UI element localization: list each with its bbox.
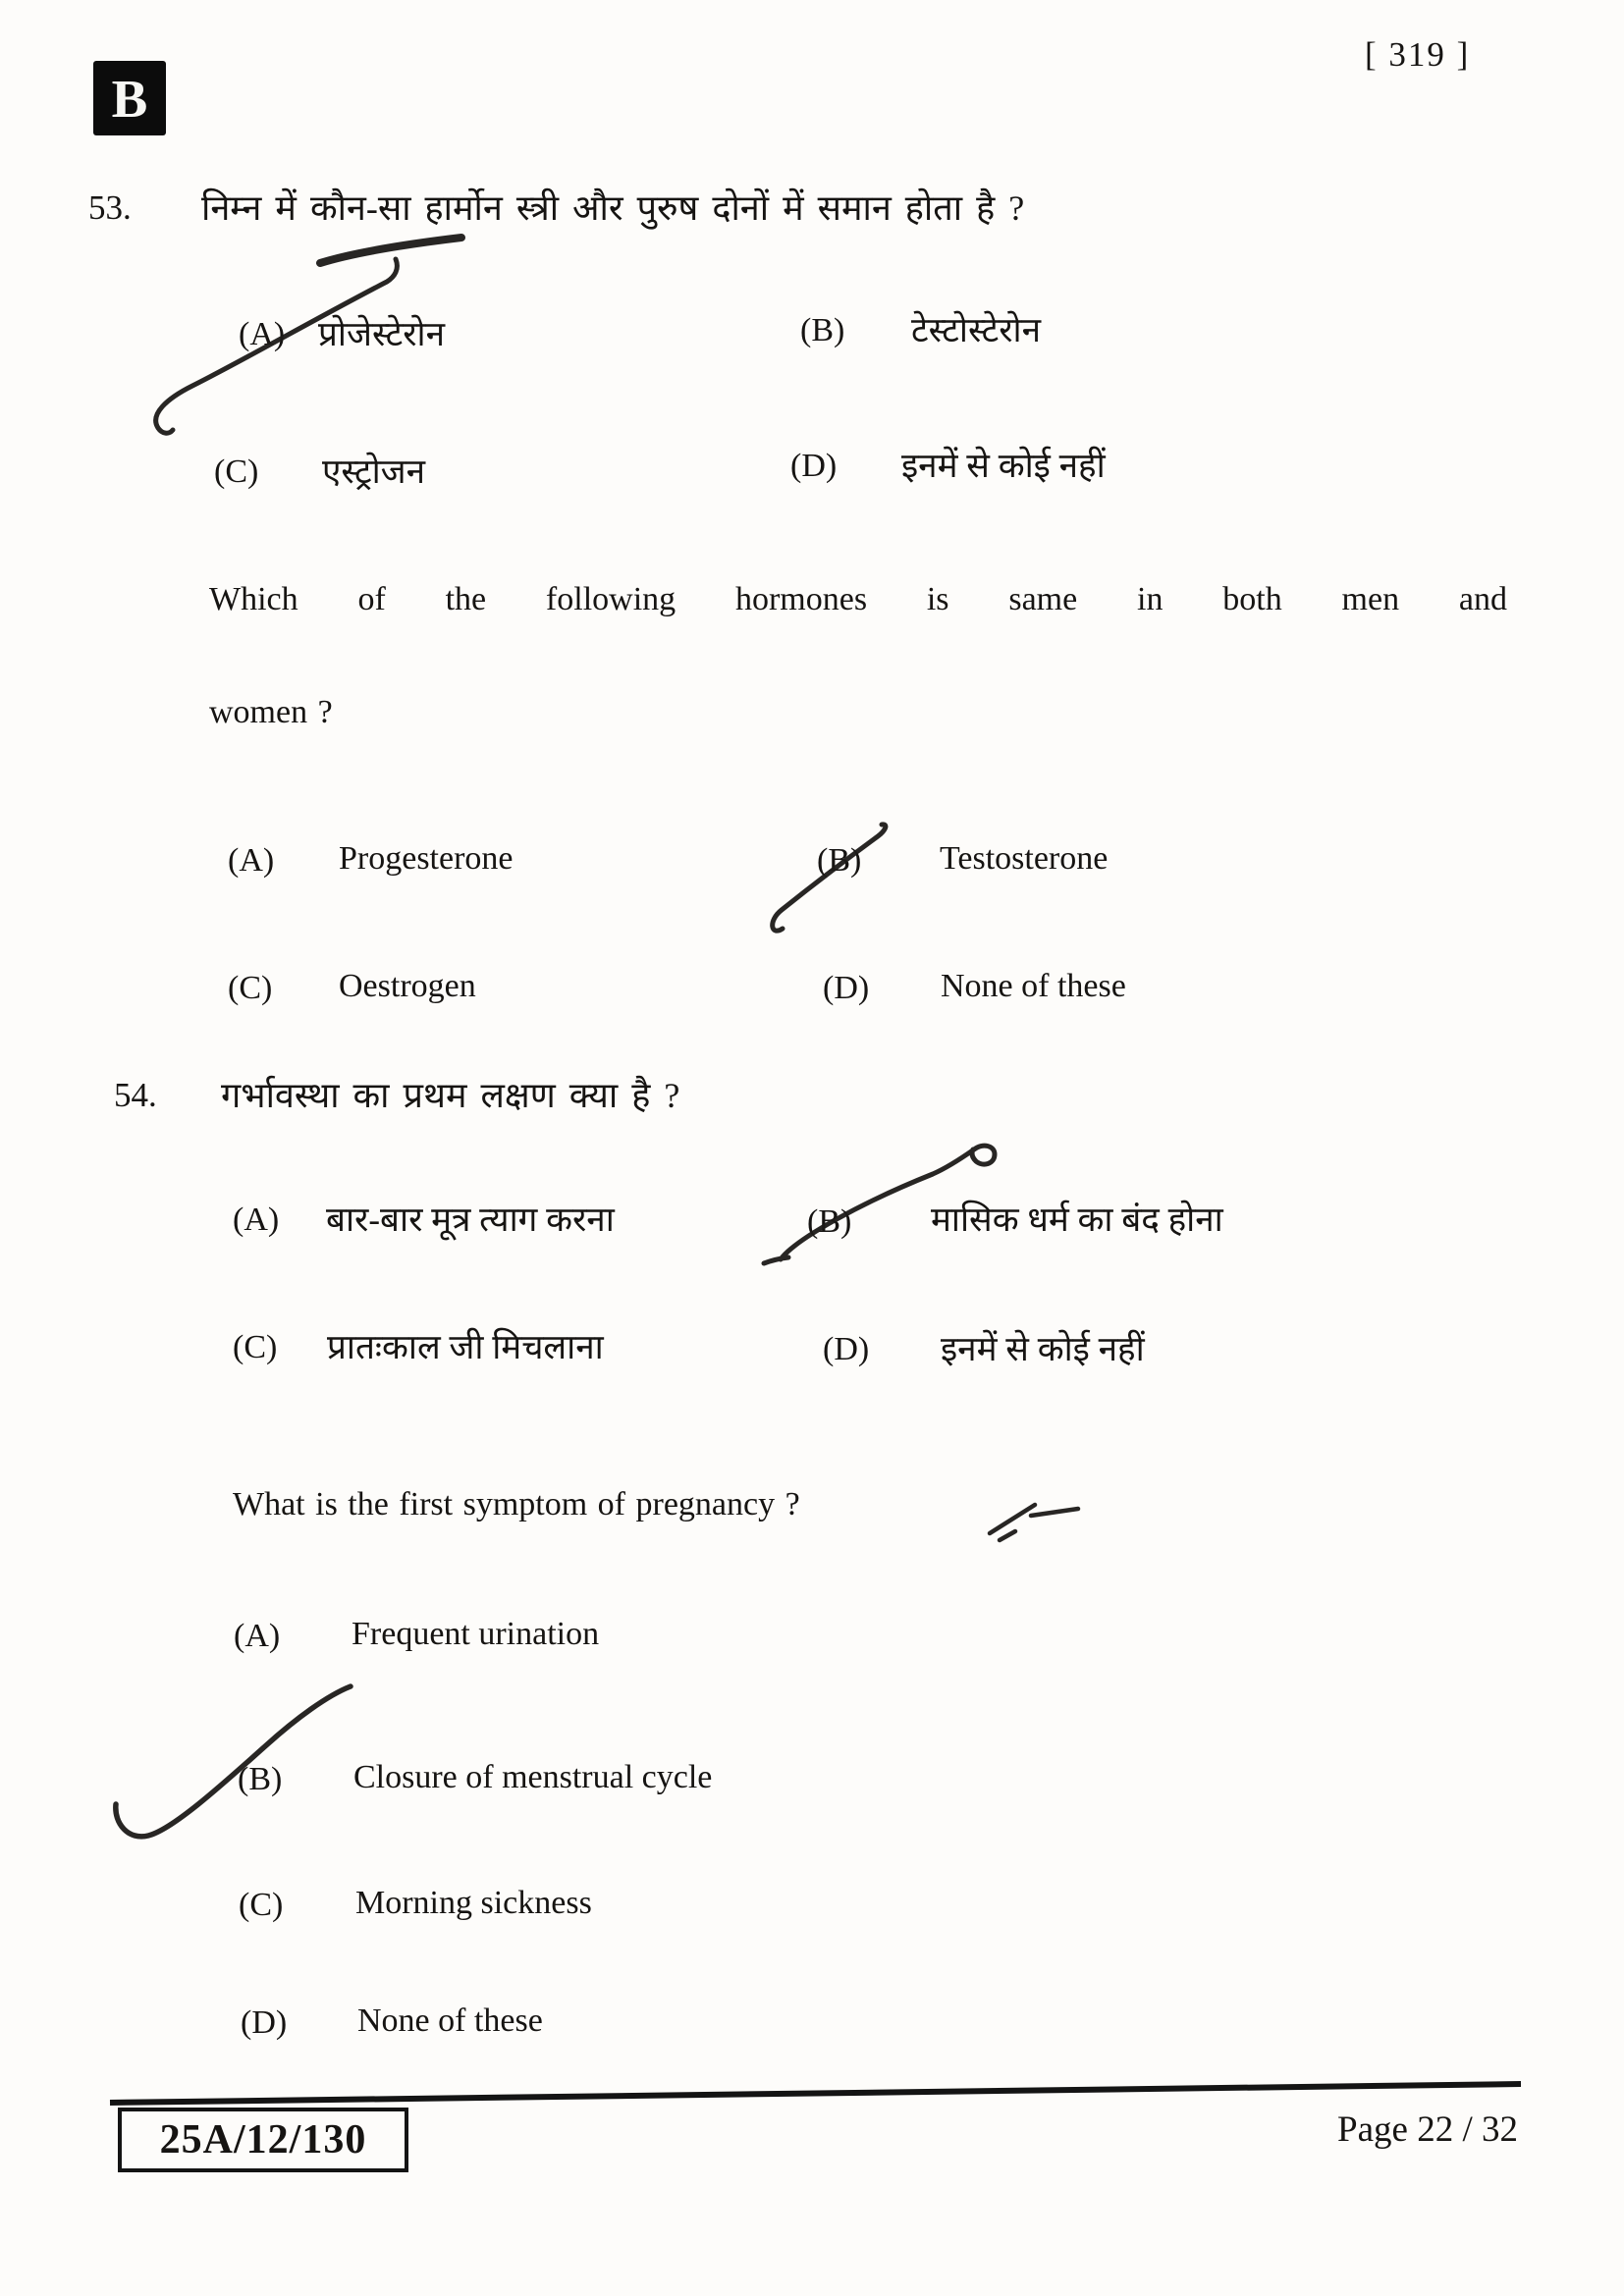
q54-en-option-c-text: Morning sickness <box>355 1885 592 1921</box>
q53-en-option-a-text: Progesterone <box>339 840 514 877</box>
question-53-english-line2: women ? <box>209 694 333 730</box>
pen-strike-q54-question-mark <box>990 1505 1078 1540</box>
question-54-english-text: What is the first symptom of pregnancy ? <box>233 1486 800 1522</box>
q54-en-option-a-text: Frequent urination <box>352 1616 600 1652</box>
q53-en-option-c-text: Oestrogen <box>339 968 476 1004</box>
question-53-number: 53. <box>88 188 132 227</box>
question-53-hindi-text: निम्न में कौन-सा हार्मोन स्त्री और पुरुष दोनों में समान होता है ? <box>201 188 1025 228</box>
q53-hi-option-d-text: इनमें से कोई नहीं <box>901 447 1106 485</box>
q53-en-option-a-label: (A) <box>228 842 275 879</box>
q53-hi-option-b-text: टेस्टोस्टेरोन <box>911 311 1042 349</box>
footer-booklet-code-box <box>118 2108 408 2172</box>
booklet-code-letter: B <box>111 68 148 129</box>
q54-hi-option-c-label: (C) <box>233 1329 278 1365</box>
q53-hi-option-a-label: (A) <box>239 316 286 352</box>
q54-hi-option-b-text: मासिक धर्म का बंद होना <box>931 1201 1223 1239</box>
question-54-number: 54. <box>114 1076 157 1114</box>
q54-hi-option-c-text: प्रातःकाल जी मिचलाना <box>327 1328 604 1366</box>
q54-hi-option-d-text: इनमें से कोई नहीं <box>941 1330 1145 1368</box>
q53-en-option-b-text: Testosterone <box>940 840 1109 877</box>
question-54-hindi-text: गर्भावस्था का प्रथम लक्षण क्या है ? <box>221 1076 680 1115</box>
q54-en-option-d-label: (D) <box>241 2004 288 2041</box>
q53-hi-option-d-label: (D) <box>790 448 838 484</box>
q53-en-option-c-label: (C) <box>228 970 273 1006</box>
booklet-code-badge <box>93 61 166 135</box>
pen-check-q54-en-option-b <box>116 1686 351 1837</box>
q54-en-option-a-label: (A) <box>234 1618 281 1654</box>
q54-hi-option-b-label: (B) <box>807 1203 852 1240</box>
pen-underline-q53-harmon <box>320 238 461 263</box>
q54-en-option-b-text: Closure of menstrual cycle <box>353 1759 713 1795</box>
q54-en-option-b-label: (B) <box>238 1761 283 1797</box>
q53-hi-option-c-text: एस्ट्रोजन <box>322 453 426 491</box>
corner-page-number: [ 319 ] <box>1365 35 1471 74</box>
footer-rule <box>110 2084 1521 2103</box>
q53-en-option-d-text: None of these <box>941 968 1126 1004</box>
footer-booklet-code: 25A/12/130 <box>159 2117 367 2163</box>
q54-en-option-d-text: None of these <box>357 2002 543 2039</box>
q53-en-option-b-label: (B) <box>817 842 862 879</box>
question-53-english-line1: Which of the following hormones is same in both men and <box>209 581 1507 617</box>
footer-page-label: Page 22 / 32 <box>1337 2109 1518 2150</box>
q53-hi-option-c-label: (C) <box>214 454 259 490</box>
q53-hi-option-a-text: प्रोजेस्टेरोन <box>318 315 446 353</box>
q54-en-option-c-label: (C) <box>239 1887 284 1923</box>
q53-en-option-d-label: (D) <box>823 970 870 1006</box>
q53-hi-option-b-label: (B) <box>800 312 845 348</box>
q54-hi-option-a-label: (A) <box>233 1201 280 1238</box>
q54-hi-option-d-label: (D) <box>823 1331 870 1367</box>
q54-hi-option-a-text: बार-बार मूत्र त्याग करना <box>326 1201 615 1239</box>
